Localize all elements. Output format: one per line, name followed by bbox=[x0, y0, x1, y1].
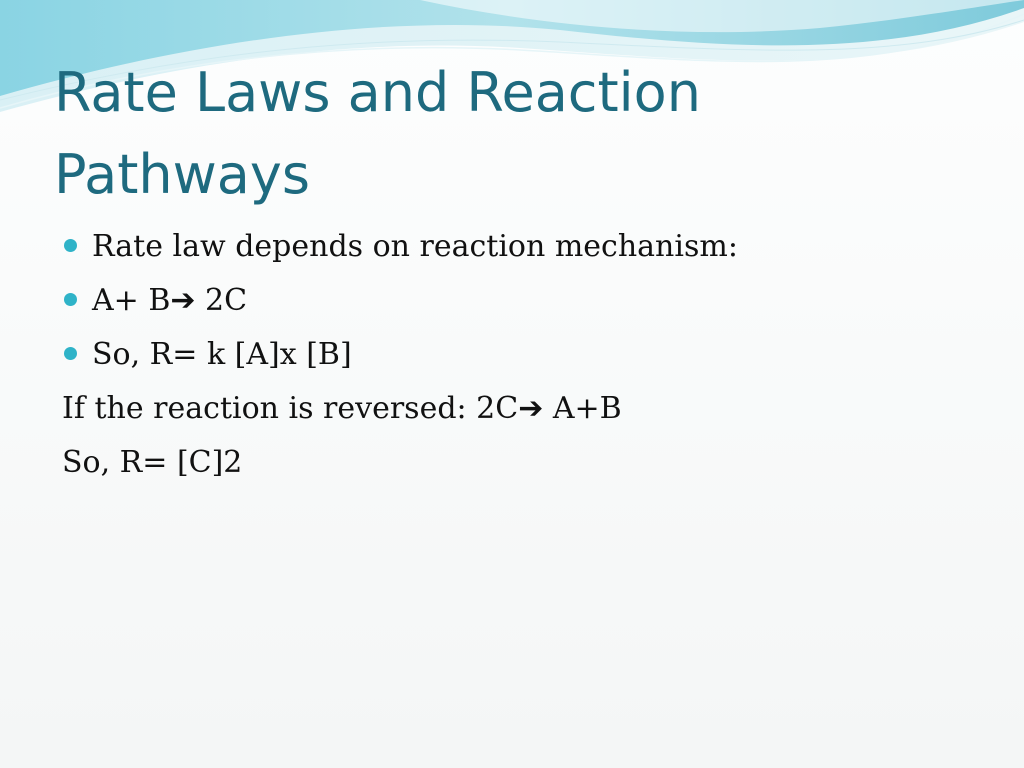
bullet-dot-icon bbox=[64, 293, 77, 306]
slide-title-line-2: Pathways bbox=[54, 143, 310, 206]
bullet-text: A+ B➔ 2C bbox=[92, 283, 248, 318]
slide-body bbox=[62, 220, 962, 490]
bullet-item bbox=[62, 274, 962, 328]
slide-title bbox=[54, 52, 954, 216]
bullet-item bbox=[62, 328, 962, 382]
bullet-text: Rate law depends on reaction mechanism: bbox=[92, 229, 738, 264]
bullet-text: So, R= k [A]x [B] bbox=[92, 337, 352, 372]
body-line-rate: So, R= [C]2 bbox=[62, 445, 243, 480]
bullet-dot-icon bbox=[64, 239, 77, 252]
bullet-dot-icon bbox=[64, 347, 77, 360]
body-line-reversed: If the reaction is reversed: 2C➔ A+B bbox=[62, 391, 622, 426]
bullet-list bbox=[62, 220, 962, 382]
bullet-item bbox=[62, 220, 962, 274]
slide-title-line-1: Rate Laws and Reaction bbox=[54, 61, 701, 124]
